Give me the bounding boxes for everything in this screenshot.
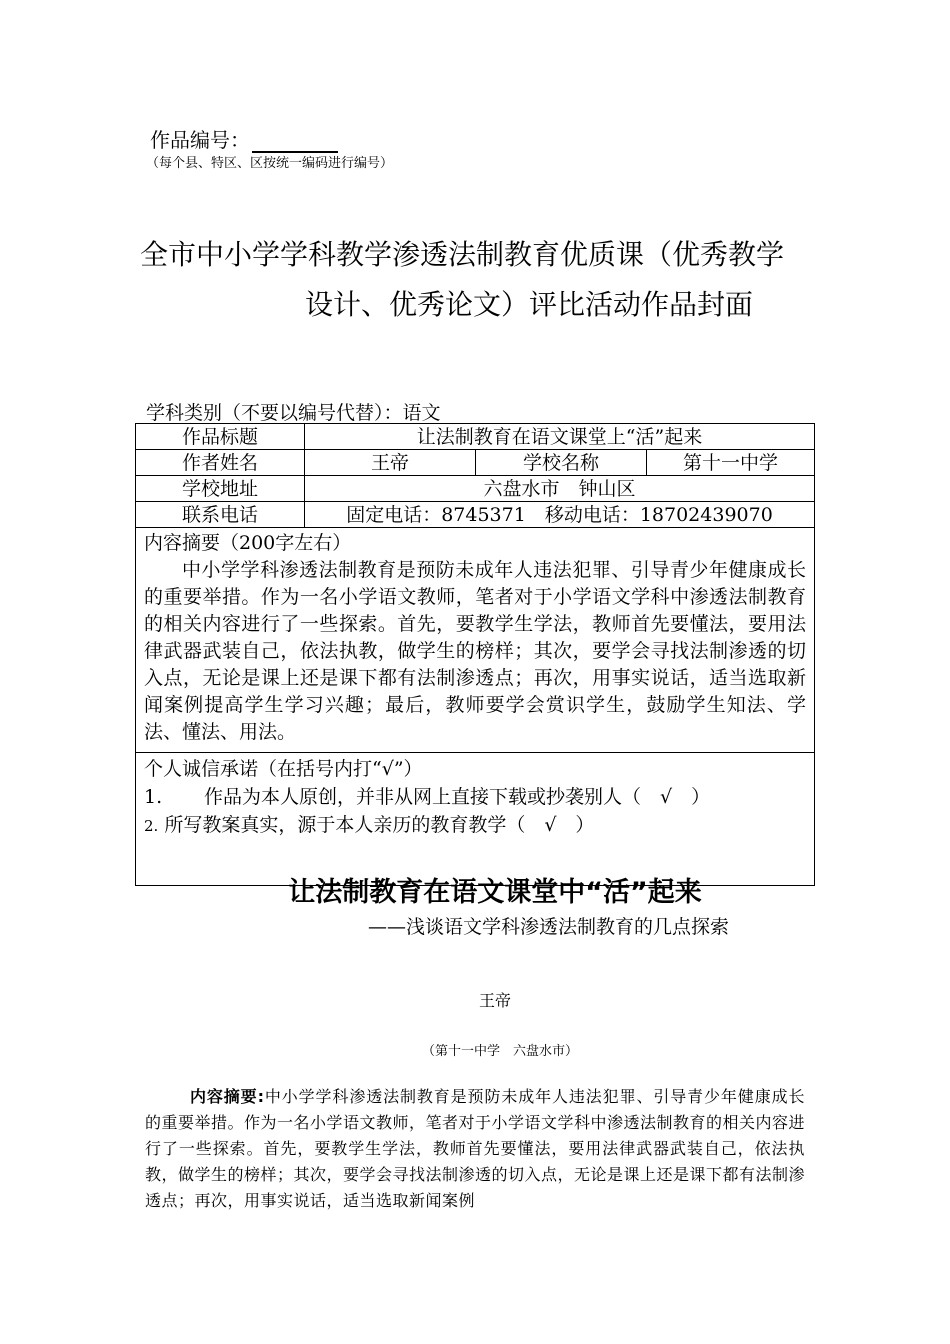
author-label: 作者姓名 — [136, 450, 305, 476]
article-affiliation: （第十一中学 六盘水市） — [421, 1044, 578, 1059]
work-number-blank — [252, 133, 338, 153]
article-abstract — [145, 1084, 805, 1214]
author-value: 王帝 — [305, 450, 476, 476]
cover-title — [140, 230, 820, 330]
cover-title-line1: 全市中小学学科教学渗透法制教育优质课（优秀教学 — [140, 238, 785, 271]
pledge-item-2 — [144, 811, 806, 840]
abstract-cell — [136, 528, 815, 753]
abstract-label: 内容摘要（200字左右） — [144, 532, 352, 554]
cover-title-line2: 设计、优秀论文）评比活动作品封面 — [305, 288, 754, 321]
article-subtitle: ——浅谈语文学科渗透法制教育的几点探索 — [368, 916, 730, 938]
table-row — [136, 424, 815, 450]
pledge-item-1-text: 作品为本人原创，并非从网上直接下载或抄袭别人（ √ ） — [204, 786, 711, 808]
table-row — [136, 502, 815, 528]
pledge-item-2-text: 所写教案真实，源于本人亲历的教育教学（ √ ） — [164, 814, 595, 836]
title-label: 作品标题 — [136, 424, 305, 450]
table-row — [136, 476, 815, 502]
phone-label: 联系电话 — [136, 502, 305, 528]
table-row — [136, 753, 815, 886]
pledge-item-2-number: 2. — [144, 817, 159, 835]
cover-form-table — [135, 423, 815, 886]
work-number-line — [150, 124, 338, 153]
article-author: 王帝 — [478, 991, 511, 1010]
work-number-note: （每个县、特区、区按统一编码进行编号） — [146, 156, 394, 171]
work-number-label: 作品编号： — [150, 128, 250, 152]
table-row — [136, 528, 815, 753]
table-row — [136, 450, 815, 476]
school-label: 学校名称 — [476, 450, 647, 476]
pledge-cell — [136, 753, 815, 886]
article-title: 让法制教育在语文课堂中“活”起来 — [288, 877, 702, 908]
abstract-text: 中小学学科渗透法制教育是预防未成年人违法犯罪、引导青少年健康成长的重要举措。作为一名小学语文教师，笔者对于小学语文学科中渗透法制教育的相关内容进行了一些探索。首先，要教学生学法，教师首先要懂法，要用法律武器武装自己，依法执教，做学生的榜样；其次，要学会寻找法制渗透的切入点，无论是课上还是课下都有法制渗透点；再次，用事实说话，适当选取新闻案例提高学生学习兴趣；最后，教师要学会赏识学生，鼓励学生知法、学法、懂法、用法。 — [144, 559, 806, 743]
phone-value: 固定电话：8745371 移动电话：18702439070 — [305, 502, 815, 528]
address-label: 学校地址 — [136, 476, 305, 502]
school-value: 第十一中学 — [647, 450, 815, 476]
pledge-item-1-number: 1. — [144, 786, 163, 808]
article-abstract-lead: 内容摘要: — [190, 1087, 265, 1106]
article-abstract-text: 中小学学科渗透法制教育是预防未成年人违法犯罪、引导青少年健康成长的重要举措。作为一名小学语文教师，笔者对于小学语文学科中渗透法制教育的相关内容进行了一些探索。首先，要教学生学法，教师首先要懂法，要用法律武器武装自己，依法执教，做学生的榜样；其次，要学会寻找法制渗透的切入点，无论是课上还是课下都有法制渗透点；再次，用事实说话，适当选取新闻案例 — [145, 1087, 806, 1210]
title-value: 让法制教育在语文课堂上“活”起来 — [305, 424, 815, 450]
pledge-label: 个人诚信承诺（在括号内打“√”） — [144, 758, 423, 780]
pledge-item-1 — [144, 783, 806, 811]
subject-category: 学科类别（不要以编号代替）：语文 — [146, 402, 441, 424]
address-value: 六盘水市 钟山区 — [305, 476, 815, 502]
